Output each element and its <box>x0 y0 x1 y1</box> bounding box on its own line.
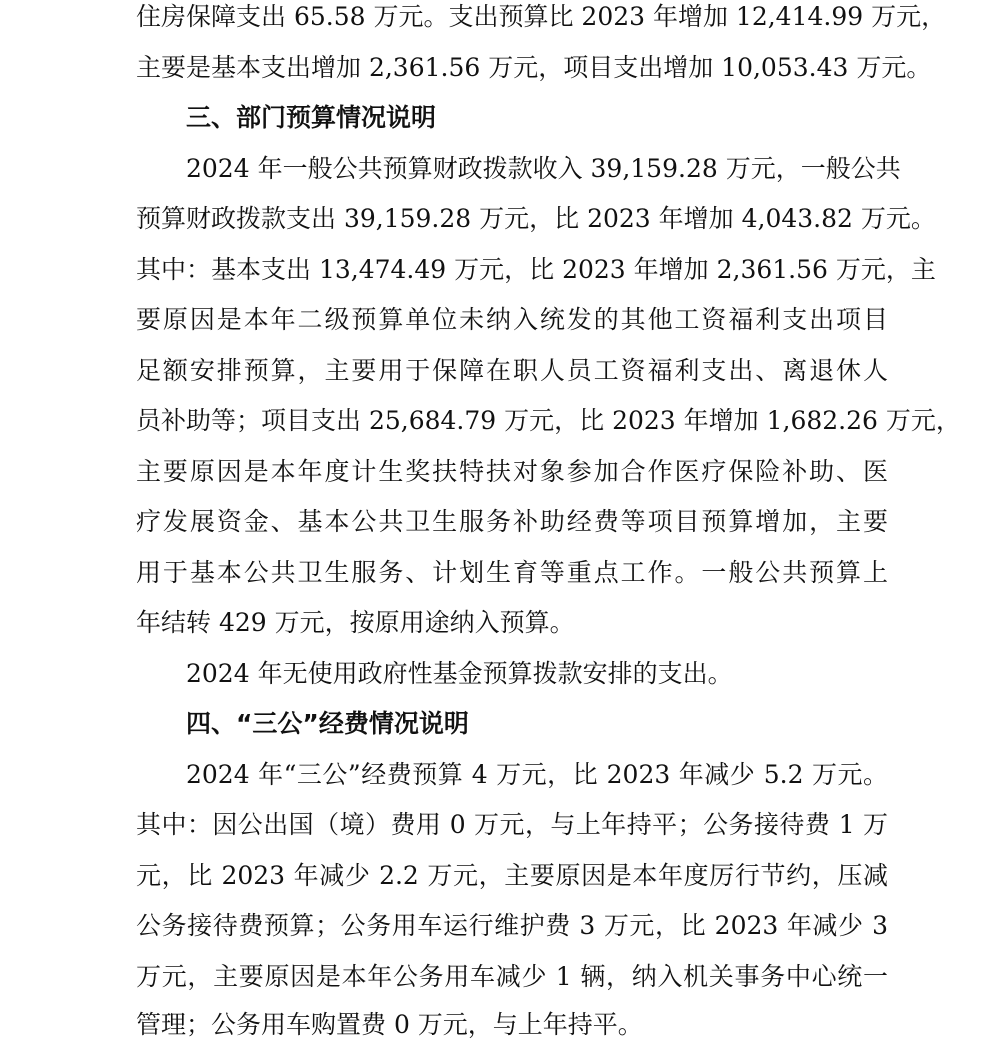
text-line: 管理；公务用车购置费 0 万元，与上年持平。 <box>136 1010 643 1039</box>
section-heading-budget: 三、部门预算情况说明 <box>186 103 437 132</box>
text-line: 公务接待费预算；公务用车运行维护费 3 万元，比 2023 年减少 3 <box>136 911 888 940</box>
text-line: 其中：因公出国（境）费用 0 万元，与上年持平；公务接待费 1 万 <box>136 810 888 839</box>
text-line: 用于基本公共卫生服务、计划生育等重点工作。一般公共预算上 <box>136 558 888 587</box>
section-heading-three-public-expenses: 四、“三公”经费情况说明 <box>186 709 469 738</box>
text-line: 主要原因是本年度计生奖扶特扶对象参加合作医疗保险补助、医 <box>136 457 888 486</box>
text-line: 疗发展资金、基本公共卫生服务补助经费等项目预算增加，主要 <box>136 507 888 536</box>
text-line: 主要是基本支出增加 2,361.56 万元，项目支出增加 10,053.43 万元。 <box>136 53 932 82</box>
text-line: 2024 年无使用政府性基金预算拨款安排的支出。 <box>186 659 733 688</box>
text-line: 足额安排预算，主要用于保障在职人员工资福利支出、离退休人 <box>136 356 888 385</box>
text-line: 2024 年“三公”经费预算 4 万元，比 2023 年减少 5.2 万元。 <box>186 760 888 789</box>
text-line: 元，比 2023 年减少 2.2 万元，主要原因是本年度厉行节约，压减 <box>136 861 888 890</box>
text-line: 其中：基本支出 13,474.49 万元，比 2023 年增加 2,361.56 万元，主 <box>136 255 936 284</box>
text-line: 要原因是本年二级预算单位未纳入统发的其他工资福利支出项目 <box>136 305 888 334</box>
text-line: 住房保障支出 65.58 万元。支出预算比 2023 年增加 12,414.99 万元， <box>136 2 947 31</box>
text-line: 预算财政拨款支出 39,159.28 万元，比 2023 年增加 4,043.82 万元。 <box>136 204 936 233</box>
text-line: 2024 年一般公共预算财政拨款收入 39,159.28 万元，一般公共 <box>186 154 901 183</box>
text-line: 万元，主要原因是本年公务用车减少 1 辆，纳入机关事务中心统一 <box>136 962 888 991</box>
text-line: 年结转 429 万元，按原用途纳入预算。 <box>136 608 575 637</box>
text-line: 员补助等；项目支出 25,684.79 万元，比 2023 年增加 1,682.26 万元， <box>136 406 961 435</box>
